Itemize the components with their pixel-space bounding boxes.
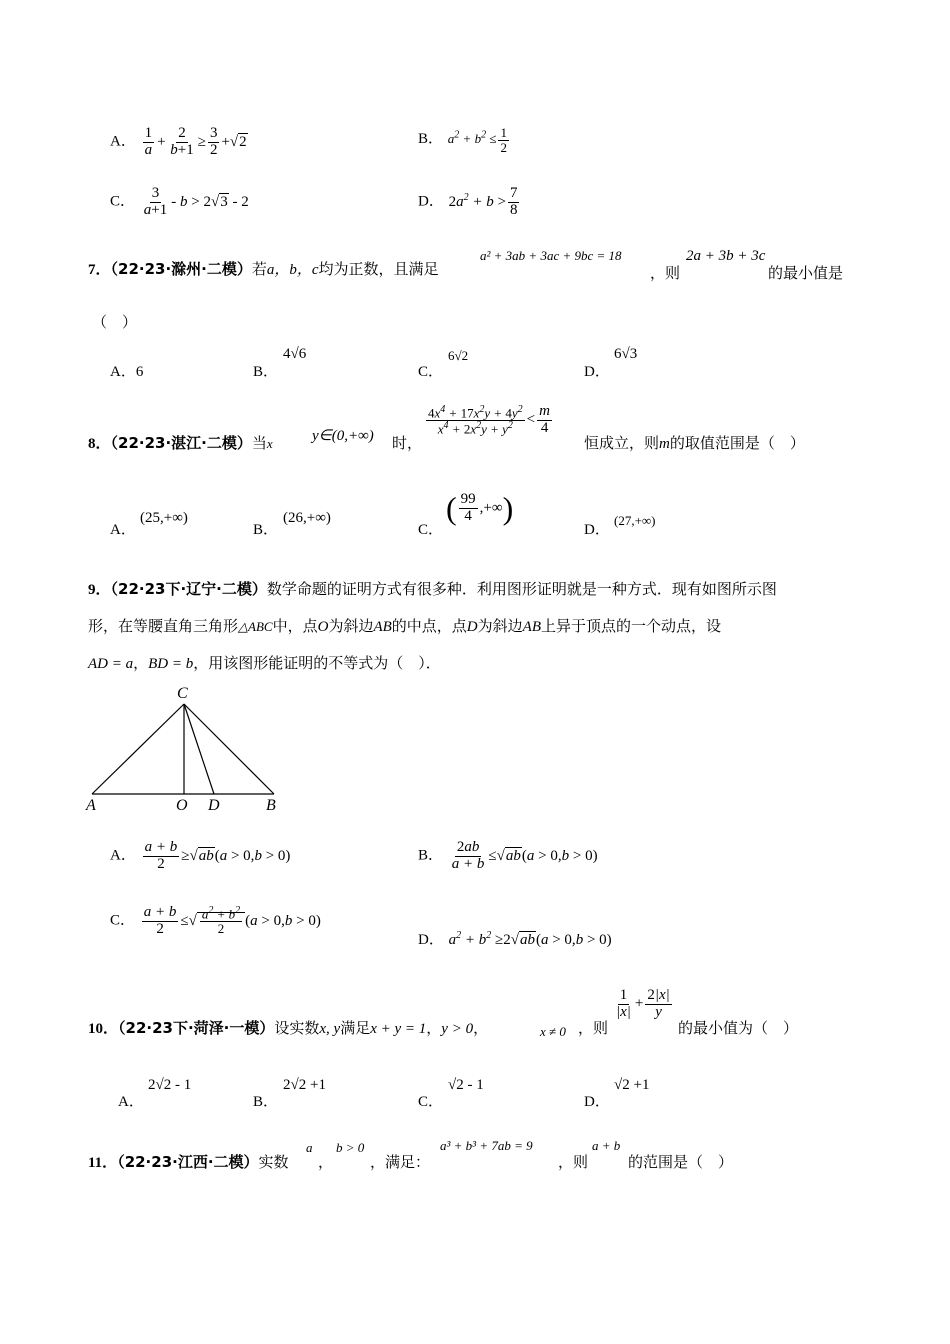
option-label: B．	[418, 131, 444, 148]
option-a-formula: $\frac{1}{a}$ + $\frac{2}{b+1}$ ≥ $\frac{3}{2}$ +√2	[144, 125, 247, 158]
option-c-formula: $\frac{3}{a+1}$ - b > 2√3 - 2	[143, 185, 249, 218]
q6-option-b	[418, 126, 511, 154]
q7-target: 2a + 3b + 3c	[686, 248, 766, 264]
question-number: 8．	[88, 436, 111, 452]
option-label: D．	[418, 193, 444, 210]
segment-cd	[184, 704, 214, 794]
side-cb	[184, 704, 274, 794]
q9-line2: 形，在等腰直角三角形△ABC中，点O为斜边AB的中点，点D为斜边AB上异于顶点的一个动点，设	[88, 617, 721, 635]
q7-option-b-value: 4√6	[283, 346, 307, 362]
q10-stem-4: 的最小值为（ ）	[678, 1019, 799, 1037]
q11-a: a	[306, 1140, 313, 1155]
label-b: B	[266, 797, 276, 814]
q6-option-a	[110, 126, 248, 159]
stem-text: 若	[251, 260, 267, 278]
q7-blank: （ ）	[92, 313, 138, 331]
q8-inequality: $\frac{4x^4 + 17x^2y + 4y^2}{x^4 + 2x^2y + y^2}$ < $\frac{m}{4}$	[428, 403, 550, 437]
q11-b-cond: b > 0	[336, 1140, 365, 1155]
q6-option-d	[418, 186, 521, 219]
q8-option-a: A．	[110, 522, 136, 538]
q10-option-a-value: 2√2 - 1	[148, 1077, 192, 1093]
q7-stem	[88, 258, 439, 279]
label-a: A	[86, 797, 96, 814]
q8-stem-tail: 恒成立，则m的取值范围是（ ）	[584, 434, 805, 452]
q11-stem-4: 的范围是（ ）	[628, 1153, 734, 1171]
q8-y-domain: y∈(0,+∞)	[312, 428, 374, 444]
q10-option-d-value: √2 +1	[614, 1077, 650, 1093]
q10-option-d: D．	[584, 1094, 610, 1110]
q8-stem: 8．（22·23·湛江·二模）当x	[88, 434, 273, 452]
q10-option-b: B．	[253, 1094, 279, 1110]
q10-option-a: A．	[118, 1094, 144, 1110]
q10-expression: $\frac{1}{|x|}$ + $\frac{2|x|}{y}$	[616, 987, 670, 1020]
q7-option-d-value: 6√3	[614, 346, 638, 362]
q9-option-a: A． $\frac{a + b}{2}$ ≥√ab(a > 0,b > 0)	[110, 839, 291, 872]
q8-option-b: B．	[253, 522, 279, 538]
q10-stem-3: ，则	[578, 1019, 609, 1037]
label-d: D	[208, 797, 220, 814]
q9-triangle-figure	[80, 680, 300, 815]
question-source: （22·23·湛江·二模）	[110, 434, 252, 452]
q7-option-a: A．6	[110, 364, 144, 380]
q7-option-c-value: 6√2	[448, 348, 469, 363]
q11-condition: a³ + b³ + 7ab = 9	[440, 1138, 533, 1153]
q8-option-b-value: (26,+∞)	[283, 510, 331, 526]
q7-option-b: B．	[253, 364, 279, 380]
q11-stem-2: ，满足：	[370, 1153, 431, 1171]
q11-comma: ，	[318, 1153, 334, 1171]
q9-option-b: B． $\frac{2ab}{a + b}$ ≤√ab(a > 0,b > 0)	[418, 839, 598, 872]
q7-option-c: C．	[418, 364, 444, 380]
q10-option-b-value: 2√2 +1	[283, 1077, 326, 1093]
q9-option-d: D． $a^2 + b^2 \ge 2√ab(a > 0,b > 0)$	[418, 930, 612, 948]
q8-option-c: C．	[418, 522, 444, 538]
option-label: C．	[110, 193, 136, 210]
question-source: （22·23·滁州·二模）	[110, 260, 252, 278]
stem-text: 均为正数，且满足	[318, 260, 439, 278]
q7-stem-3: ，则	[650, 264, 681, 282]
q7-condition: a² + 3ab + 3ac + 9bc = 18	[480, 248, 622, 263]
q9-option-c: C． $\frac{a + b}{2}$ ≤√ $\frac{a^2 + b^2}{2}$ (a > 0,b > 0)	[110, 904, 321, 937]
q8-option-c-value: ( $\frac{99}{4}$ ,+∞)	[446, 490, 514, 526]
q6-option-c	[110, 186, 249, 219]
q10-option-c: C．	[418, 1094, 444, 1110]
q11-target: a + b	[592, 1138, 621, 1153]
q7-stem-4: 的最小值是	[768, 264, 844, 282]
stem-vars: a，b，c	[266, 262, 319, 278]
q8-stem-2: 时，	[392, 434, 423, 452]
q9-line1: 9．（22·23下·辽宁·二模）数学命题的证明方式有很多种．利用图形证明就是一种方式．现有如图所示图	[88, 580, 777, 598]
q10-cond3: x ≠ 0	[540, 1024, 566, 1039]
option-d-formula: $2a^2 + b$ > $\frac{7}{8}$	[448, 185, 518, 218]
question-number: 7．	[88, 262, 111, 278]
q11-stem-3: ，则	[558, 1153, 589, 1171]
label-o: O	[176, 797, 188, 814]
option-label: A．	[110, 133, 136, 150]
q10-option-c-value: √2 - 1	[448, 1077, 484, 1093]
option-b-formula: $a^2 + b^2$ ≤ $\frac{1}{2}$	[447, 125, 507, 155]
label-c: C	[177, 685, 188, 702]
q11-stem: 11．（22·23·江西·二模）实数	[88, 1153, 289, 1171]
side-ca	[92, 704, 184, 794]
q8-option-d-value: (27,+∞)	[614, 513, 656, 528]
q8-option-d: D．	[584, 522, 610, 538]
q8-option-a-value: (25,+∞)	[140, 510, 188, 526]
q10-stem: 10．（22·23下·菏泽·一模）设实数x, y满足x + y = 1，y > 0，	[88, 1019, 489, 1037]
q9-line3: AD = a，BD = b，用该图形能证明的不等式为（ ）．	[88, 654, 441, 672]
q7-option-d: D．	[584, 364, 610, 380]
